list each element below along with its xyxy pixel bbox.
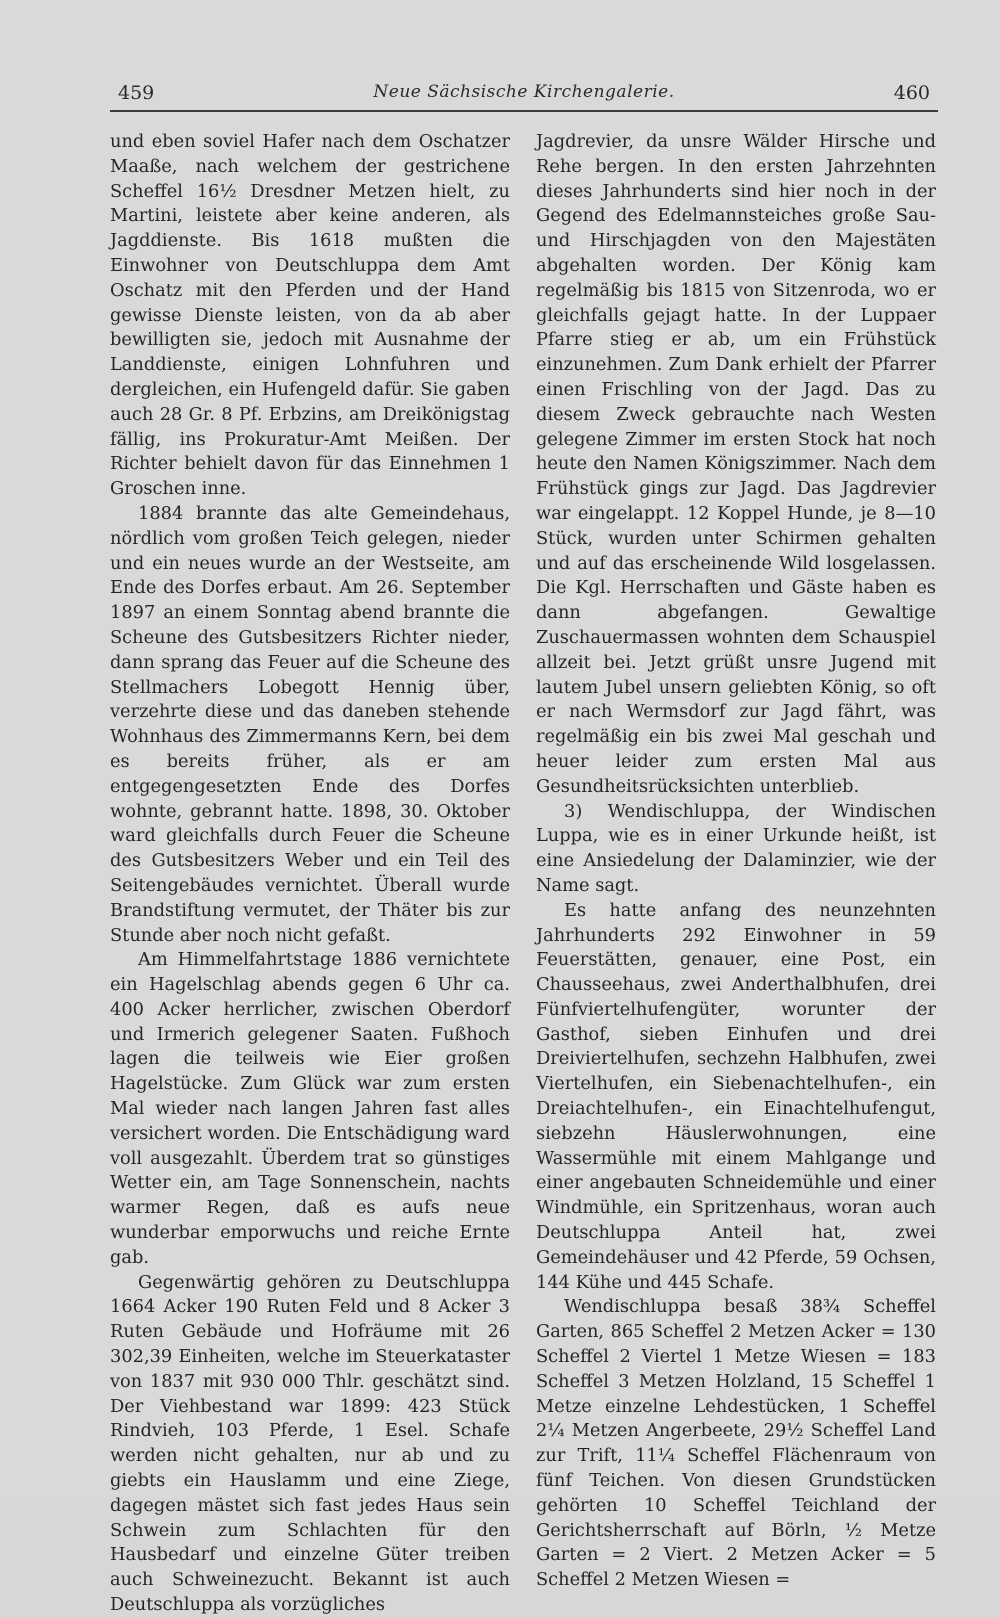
page-header [118,82,930,112]
paragraph: Es hatte anfang des neunzehnten Jahrhunderts 292 Einwohner in 59 Feuerstätten, genauer, eine Post, ein Chausseehaus, zwei Anderthalbhufen, drei Fünfviertelhufengüter, worunter der Gasthof, sieben Einhufen und drei Dreiviertelhufen, sechzehn Halbhufen, zwei Viertelhufen, ein Siebenachtelhufen-, ein Dreiachtelhufen-, ein Einachtelhufengut, siebzehn Häuslerwohnungen, eine Wassermühle mit einem Mahlgange und einer angebauten Schneidemühle und einer Windmühle, ein Spritzenhaus, woran auch Deutschluppa Anteil hat, zwei Gemeindehäuser und 42 Pferde, 59 Ochsen, 144 Kühe und 445 Schafe. [536,899,936,1293]
page-number-right: 460 [893,82,930,104]
paragraph: 1884 brannte das alte Gemeindehaus, nördlich vom großen Teich gelegen, nieder und ein neues wurde an der Westseite, am Ende des Dorfes erbaut. Am 26. September 1897 an einem Sonntag abend brannte die Scheune des Gutsbesitzers Richter nieder, dann sprang das Feuer auf die Scheune des Stellmachers Lobegott Hennig über, verzehrte diese und das daneben stehende Wohnhaus des Zimmermanns Kern, bei dem es bereits früher, als er am entgegengesetzten Ende des Dorfes wohnte, gebrannt hatte. 1898, 30. Oktober ward gleichfalls durch Feuer die Scheune des Gutsbesitzers Weber und ein Teil des Seitengebäudes vernichtet. Überall wurde Brandstiftung vermutet, der Thäter bis zur Stunde aber noch nicht gefaßt. [110,502,510,946]
paragraph: Jagdrevier, da unsre Wälder Hirsche und Rehe bergen. In den ersten Jahrzehnten dieses Jahrhunderts sind hier noch in der Gegend des Edelmannsteiches große Sau- und Hirschjagden von den Majestäten abgehalten worden. Der König kam regelmäßig bis 1815 von Sitzenroda, wo er gleichfalls gejagt hatte. In der Luppaer Pfarre stieg er ab, um ein Frühstück einzunehmen. Zum Dank erhielt der Pfarrer einen Frischling von der Jagd. Das zu diesem Zweck gebrauchte nach Westen gelegene Zimmer im ersten Stock hat noch heute den Namen Königszimmer. Nach dem Frühstück gings zur Jagd. Das Jagdrevier war eingelappt. 12 Koppel Hunde, je 8—10 Stück, wurden unter Schirmen gehalten und auf das erscheinende Wild losgelassen. Die Kgl. Herrschaften und Gäste haben es dann abgefangen. Gewaltige Zuschauermassen wohnten dem Schauspiel allzeit bei. Jetzt grüßt unsre Jugend mit lautem Jubel unsern geliebten König, so oft er nach Wermsdorf zur Jagd fährt, was regelmäßig ein bis zwei Mal geschah und heuer leider zum ersten Mal aus Gesundheitsrücksichten unterblieb. [536,131,936,797]
page-number-left: 459 [118,82,155,104]
paragraph: Am Himmelfahrtstage 1886 vernichtete ein Hagelschlag abends gegen 6 Uhr ca. 400 Acker herrlicher, zwischen Oberdorf und Irmerich gelegener Saaten. Fußhoch lagen die teilweis wie Eier großen Hagelstücke. Zum Glück war zum ersten Mal wieder nach langen Jahren fast alles versichert worden. Die Entschädigung ward voll ausgezahlt. Überdem trat so günstiges Wetter ein, am Tage Sonnenschein, nachts warmer Regen, daß es aufs neue wunderbar emporwuchs und reiche Ernte gab. [110,949,510,1268]
header-rule [110,110,938,112]
paragraph: Gegenwärtig gehören zu Deutschluppa 1664 Acker 190 Ruten Feld und 8 Acker 3 Ruten Gebäude und Hofräume mit 26 302,39 Einheiten, welche im Steuerkataster von 1837 mit 930 000 Thlr. geschätzt sind. Der Viehbestand war 1899: 423 Stück Rindvieh, 103 Pferde, 1 Esel. Schafe werden nicht gehalten, nur ab und zu giebts ein Hauslamm und eine Ziege, dagegen mästet sich fast jedes Haus sein Schwein zum Schlachten für den Hausbedarf und einzelne Güter treiben auch Schweinezucht. Bekannt ist auch Deutschluppa als vorzügliches [110,1271,510,1616]
paragraph: Wendischluppa besaß 38¾ Scheffel Garten, 865 Scheffel 2 Metzen Acker = 130 Scheffel 2 Viertel 1 Metze Wiesen = 183 Scheffel 3 Metzen Holzland, 15 Scheffel 1 Metze einzelne Lehdestücken, 1 Scheffel 2¼ Metzen Angerbeete, 29½ Scheffel Land zur Trift, 11¼ Scheffel Flächenraum von fünf Teichen. Von diesen Grundstücken gehörten 10 Scheffel Teichland der Gerichtsherrschaft auf Börln, ½ Metze Garten = 2 Viert. 2 Metzen Acker = 5 Scheffel 2 Metzen Wiesen = [536,1296,936,1591]
right-column [536,130,936,1593]
paragraph: und eben soviel Hafer nach dem Oschatzer Maaße, nach welchem der gestrichene Scheffel 16½ Dresdner Metzen hielt, zu Martini, leistete aber keine anderen, als Jagddienste. Bis 1618 mußten die Einwohner von Deutschluppa dem Amt Oschatz mit den Pferden und der Hand gewisse Dienste leisten, von da ab aber bewilligten sie, jedoch mit Ausnahme der Landdienste, einigen Lohnfuhren und dergleichen, ein Hufengeld dafür. Sie gaben auch 28 Gr. 8 Pf. Erbzins, am Dreikönigstag fällig, ins Prokuratur-Amt Meißen. Der Richter behielt davon für das Einnehmen 1 Groschen inne. [110,131,510,500]
paragraph: 3) Wendischluppa, der Windischen Luppa, wie es in einer Urkunde heißt, ist eine Ansiedelung der Dalaminzier, wie der Name sagt. [536,800,936,896]
left-column [110,130,510,1618]
running-title: Neue Sächsische Kirchengalerie. [373,82,675,102]
